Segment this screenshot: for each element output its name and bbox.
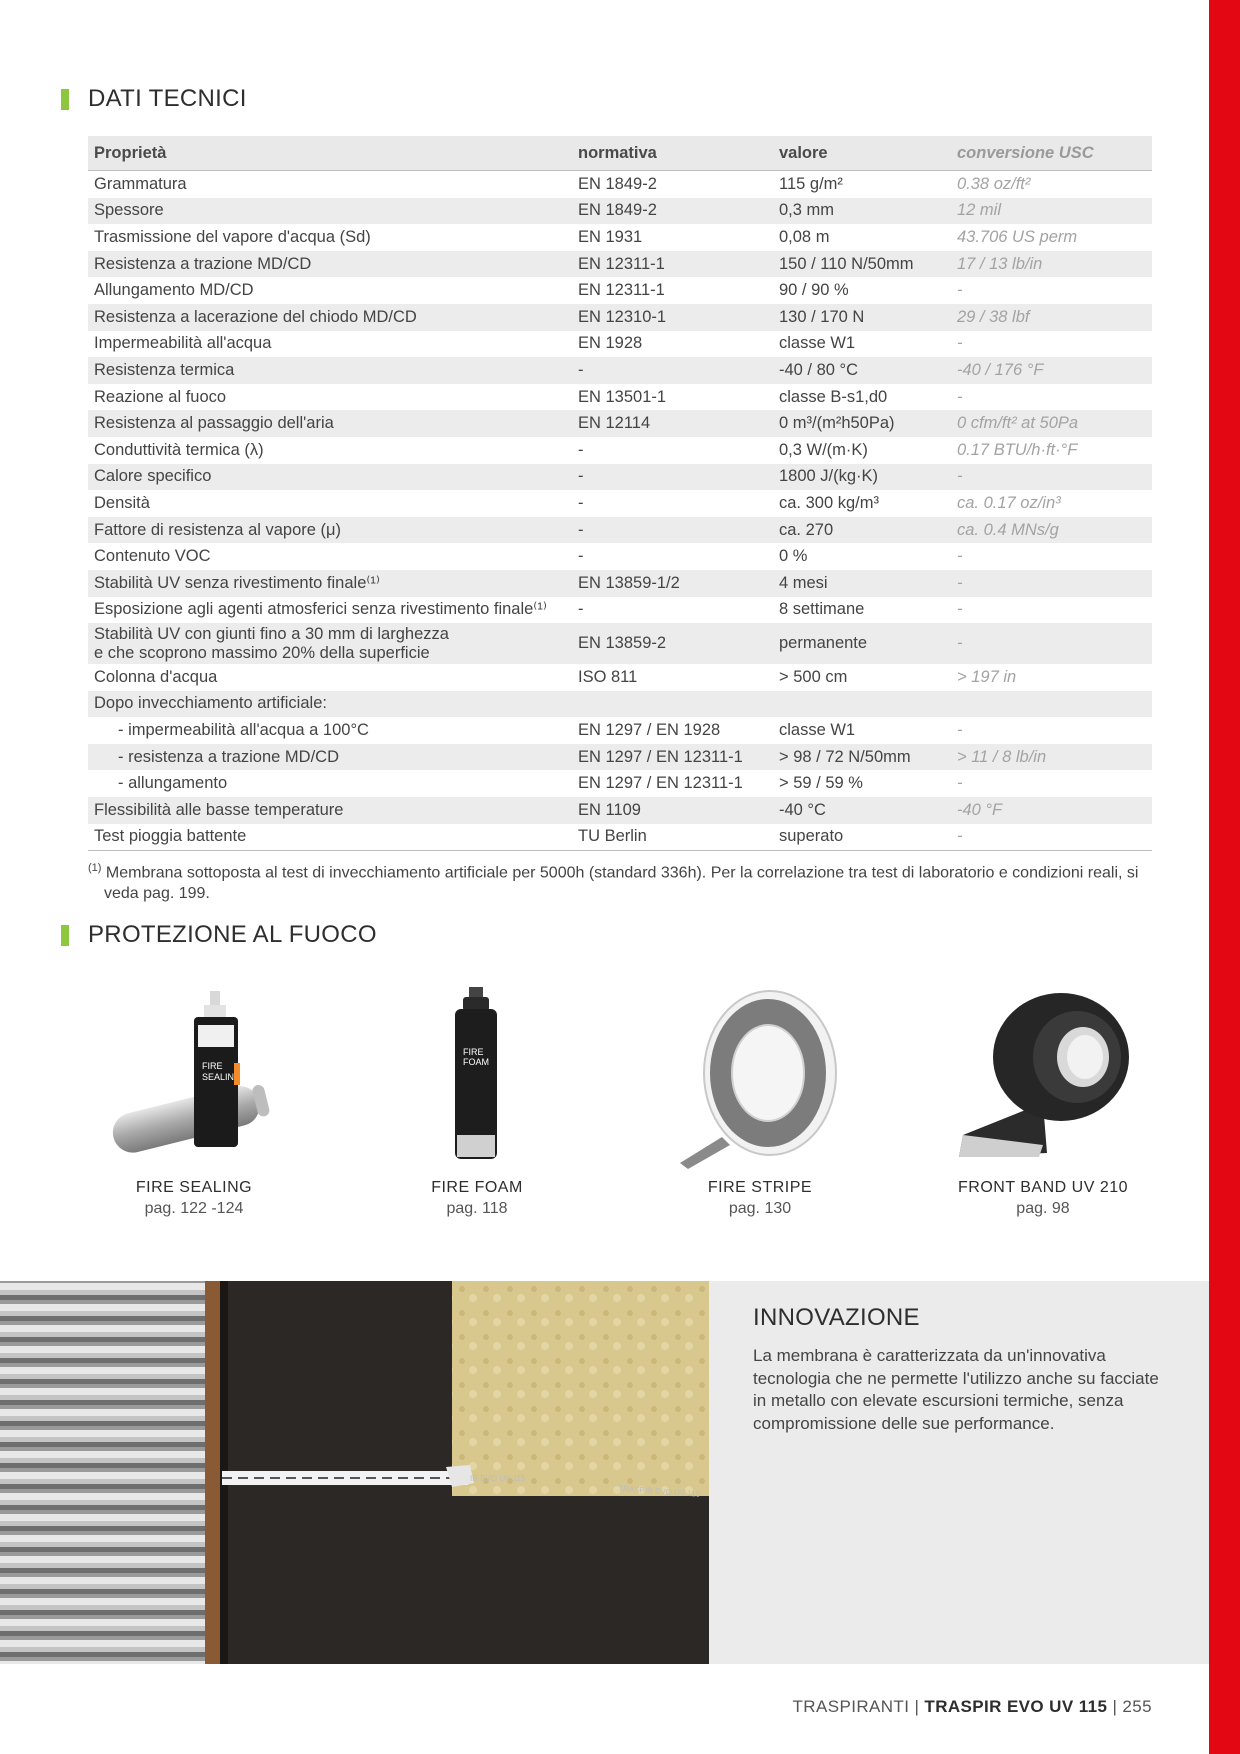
cell-standard: EN 12311-1	[578, 281, 665, 300]
table-row	[88, 277, 1152, 304]
cell-property: Colonna d'acqua	[94, 667, 218, 686]
cell-property: Allungamento MD/CD	[94, 281, 254, 300]
cell-standard: EN 1849-2	[572, 198, 773, 225]
product-page-ref: pag. 122 -124	[144, 1200, 244, 1217]
cell-value: superato	[773, 824, 951, 851]
svg-text:FIRE: FIRE	[463, 1047, 484, 1057]
cell-standard: -	[572, 464, 773, 491]
cell-standard: TU Berlin	[572, 824, 773, 851]
table-row	[88, 464, 1152, 491]
cell-usc-conversion: -	[957, 774, 963, 793]
cell-value: 1800 J/(kg·K)	[773, 464, 951, 491]
cell-property: Grammatura	[94, 174, 187, 193]
innovation-panel	[709, 1281, 1209, 1664]
table-footnote	[88, 858, 1168, 904]
table-row	[88, 384, 1152, 411]
innovation-title: INNOVAZIONE	[753, 1304, 920, 1331]
cell-usc-conversion: 0.17 BTU/h·ft·°F	[957, 440, 1078, 459]
product-card[interactable]	[377, 985, 577, 1218]
cell-standard: EN 1849-2	[578, 174, 657, 193]
section-title: DATI TECNICI	[88, 85, 247, 112]
cell-property: Fattore di resistenza al vapore (μ)	[88, 517, 572, 544]
technical-data-table	[88, 136, 1152, 851]
section-marker	[61, 89, 69, 110]
cell-usc-conversion: ca. 0.17 oz/in³	[957, 493, 1061, 512]
cell-standard: EN 1109	[572, 797, 773, 824]
cell-value: 150 / 110 N/50mm	[773, 251, 951, 278]
table-row	[88, 410, 1152, 437]
cell-standard: EN 12310-1	[572, 304, 773, 331]
cell-usc-conversion: -	[957, 721, 963, 740]
table-row	[88, 198, 1152, 225]
cell-value: classe W1	[779, 334, 856, 353]
table-body	[88, 171, 1152, 851]
cell-standard: -	[578, 440, 584, 459]
cell-usc-conversion: 17 / 13 lb/in	[951, 251, 1152, 278]
cell-property: Contenuto VOC	[94, 547, 211, 566]
cell-usc-conversion: 43.706 US perm	[957, 227, 1078, 246]
cell-property: Stabilità UV senza rivestimento finale⁽¹⁾	[88, 570, 572, 597]
side-accent-bar	[1209, 0, 1240, 1754]
cell-property: Test pioggia battente	[88, 824, 572, 851]
table-row	[88, 797, 1152, 824]
table-row	[88, 664, 1152, 691]
product-name: FIRE SEALING	[135, 1179, 253, 1196]
cell-usc-conversion: -	[957, 547, 963, 566]
innovation-text: La membrana è caratterizzata da un'innovativa tecnologia che ne permette l'utilizzo anche su facciate in metallo con elevate escursioni termiche, senza compromissione delle sue performance.	[753, 1346, 1159, 1433]
table-row	[88, 824, 1152, 851]
cell-property: Calore specifico	[88, 464, 572, 491]
table-row	[88, 597, 1152, 624]
header-usc-conversion: conversione USC	[951, 136, 1152, 171]
cell-value: ca. 270	[773, 517, 951, 544]
cell-usc-conversion: -	[951, 570, 1152, 597]
table-header-row	[88, 136, 1152, 171]
product-card[interactable]	[943, 985, 1143, 1218]
cell-usc-conversion: -	[957, 600, 963, 619]
cell-value: 0 %	[779, 547, 808, 566]
tape-roll-black-icon	[943, 985, 1143, 1170]
cell-usc-conversion: -	[951, 623, 1152, 664]
cell-usc-conversion	[951, 691, 1152, 718]
section-marker	[61, 925, 69, 946]
cell-value: 0 m³/(m²h50Pa)	[773, 410, 951, 437]
cell-standard: EN 1297 / EN 12311-1	[578, 774, 743, 793]
cell-value: > 98 / 72 N/50mm	[773, 744, 951, 771]
membrane-print-label: TRASPIR EVO UV 115	[617, 1484, 701, 1499]
table-row	[88, 517, 1152, 544]
cell-property: Densità	[94, 493, 150, 512]
cell-value: classe B-s1,d0	[779, 387, 888, 406]
footer-product: TRASPIR EVO UV 115	[924, 1697, 1108, 1716]
svg-text:FOAM: FOAM	[463, 1057, 489, 1067]
cell-property: Stabilità UV con giunti fino a 30 mm di larghezza e che scoprono massimo 20% della superficie	[88, 623, 572, 664]
svg-text:SEALIN: SEALIN	[202, 1072, 235, 1082]
cell-value: classe W1	[779, 721, 856, 740]
table-row	[88, 251, 1152, 278]
cell-standard: -	[578, 600, 584, 619]
sealant-cartridge-icon	[94, 985, 294, 1170]
cell-value: 0,3 mm	[773, 198, 951, 225]
footer-separator: |	[1112, 1697, 1118, 1716]
product-page-ref: pag. 98	[1016, 1200, 1070, 1217]
table-row	[88, 331, 1152, 358]
cell-standard: -	[572, 357, 773, 384]
cell-value: 130 / 170 N	[773, 304, 951, 331]
section-heading-technical-data	[61, 84, 247, 114]
header-property: Proprietà	[88, 136, 572, 171]
cell-property: Resistenza a lacerazione del chiodo MD/CD	[88, 304, 572, 331]
cell-standard: EN 1928	[578, 334, 643, 353]
table-row	[88, 543, 1152, 570]
cell-property: Spessore	[88, 198, 572, 225]
membrane-print-label: IR EVO UV 115	[470, 1474, 526, 1483]
cell-standard: EN 13501-1	[578, 387, 667, 406]
footnote-mark: (1)	[88, 862, 102, 874]
cell-usc-conversion: -	[951, 824, 1152, 851]
cell-standard: EN 1931	[578, 227, 643, 246]
table-row	[88, 304, 1152, 331]
cell-property: - impermeabilità all'acqua a 100°C	[118, 721, 369, 740]
product-name: FIRE STRIPE	[707, 1179, 813, 1196]
table-row	[88, 171, 1152, 198]
cell-property: Resistenza al passaggio dell'aria	[88, 410, 572, 437]
cell-property: Dopo invecchiamento artificiale:	[88, 691, 572, 718]
cell-value: 115 g/m²	[779, 174, 843, 193]
cell-property: Trasmissione del vapore d'acqua (Sd)	[94, 227, 371, 246]
table-row	[88, 691, 1152, 718]
product-page-ref: pag. 130	[728, 1200, 792, 1217]
cell-usc-conversion: -	[957, 281, 963, 300]
cell-property: Resistenza a trazione MD/CD	[88, 251, 572, 278]
page-footer	[793, 1697, 1152, 1717]
section-title: PROTEZIONE AL FUOCO	[88, 921, 377, 948]
cell-standard: -	[578, 547, 584, 566]
cell-value: 8 settimane	[779, 600, 865, 619]
cell-usc-conversion: -	[957, 334, 963, 353]
product-name: FRONT BAND UV 210	[957, 1179, 1129, 1196]
product-page-ref: pag. 118	[446, 1200, 508, 1217]
header-standard: normativa	[572, 136, 773, 171]
cell-property: - resistenza a trazione MD/CD	[88, 744, 572, 771]
cell-property: Esposizione agli agenti atmosferici senza rivestimento finale⁽¹⁾	[94, 600, 547, 619]
cell-value	[773, 691, 951, 718]
cell-usc-conversion: ca. 0.4 MNs/g	[951, 517, 1152, 544]
cell-value: > 500 cm	[779, 667, 848, 686]
footer-category: TRASPIRANTI	[792, 1697, 910, 1716]
cell-property: Impermeabilità all'acqua	[94, 334, 272, 353]
cell-usc-conversion: -40 / 176 °F	[951, 357, 1152, 384]
product-card[interactable]	[94, 985, 294, 1218]
cell-usc-conversion: -	[951, 464, 1152, 491]
cell-usc-conversion: -	[957, 387, 963, 406]
cell-standard: EN 1297 / EN 1928	[578, 721, 721, 740]
cell-standard: EN 12311-1	[572, 251, 773, 278]
cell-usc-conversion: > 197 in	[957, 667, 1017, 686]
table-row	[88, 744, 1152, 771]
cell-value: 0,3 W/(m·K)	[779, 440, 868, 459]
table-row	[88, 437, 1152, 464]
cell-value: -40 / 80 °C	[773, 357, 951, 384]
cell-value: permanente	[773, 623, 951, 664]
cell-value: 4 mesi	[773, 570, 951, 597]
cell-standard: EN 12114	[572, 410, 773, 437]
cell-value: > 59 / 59 %	[779, 774, 863, 793]
table-row	[88, 490, 1152, 517]
section-heading-fire-protection	[61, 920, 377, 950]
cell-property: Flessibilità alle basse temperature	[88, 797, 572, 824]
product-card[interactable]	[660, 985, 860, 1218]
table-row	[88, 623, 1152, 664]
cell-standard: -	[578, 493, 584, 512]
cell-value: -40 °C	[773, 797, 951, 824]
cell-usc-conversion: 0 cfm/ft² at 50Pa	[951, 410, 1152, 437]
header-value: valore	[773, 136, 951, 171]
cell-usc-conversion: -40 °F	[951, 797, 1152, 824]
cell-standard: ISO 811	[578, 667, 638, 686]
facade-installation-photo	[0, 1281, 709, 1664]
table-row	[88, 717, 1152, 744]
cell-standard	[572, 691, 773, 718]
cell-usc-conversion: > 11 / 8 lb/in	[951, 744, 1152, 771]
foam-can-icon	[377, 985, 577, 1170]
cell-standard: EN 13859-2	[572, 623, 773, 664]
table-row	[88, 570, 1152, 597]
cell-value: 90 / 90 %	[779, 281, 849, 300]
cell-standard: -	[572, 517, 773, 544]
table-row	[88, 357, 1152, 384]
cell-property: - allungamento	[118, 774, 228, 793]
cell-property: Resistenza termica	[88, 357, 572, 384]
cell-standard: EN 1297 / EN 12311-1	[572, 744, 773, 771]
product-name: FIRE FOAM	[431, 1179, 523, 1196]
svg-text:FIRE: FIRE	[202, 1061, 223, 1071]
tape-roll-grey-icon	[660, 985, 860, 1170]
table-row	[88, 770, 1152, 797]
cell-value: ca. 300 kg/m³	[779, 493, 879, 512]
footer-separator: |	[914, 1697, 920, 1716]
table-row	[88, 224, 1152, 251]
footnote-text: Membrana sottoposta al test di invecchiamento artificiale per 5000h (standard 336h). Per la correlazione tra test di laboratorio e condizioni reali, si veda pag. 199.	[104, 864, 1139, 903]
cell-value: 0,08 m	[779, 227, 830, 246]
cell-usc-conversion: 29 / 38 lbf	[951, 304, 1152, 331]
cell-usc-conversion: 0.38 oz/ft²	[957, 174, 1031, 193]
footer-page-number: 255	[1122, 1697, 1152, 1716]
cell-property: Conduttività termica (λ)	[94, 440, 264, 459]
cell-property: Reazione al fuoco	[94, 387, 227, 406]
cell-usc-conversion: 12 mil	[951, 198, 1152, 225]
cell-standard: EN 13859-1/2	[572, 570, 773, 597]
